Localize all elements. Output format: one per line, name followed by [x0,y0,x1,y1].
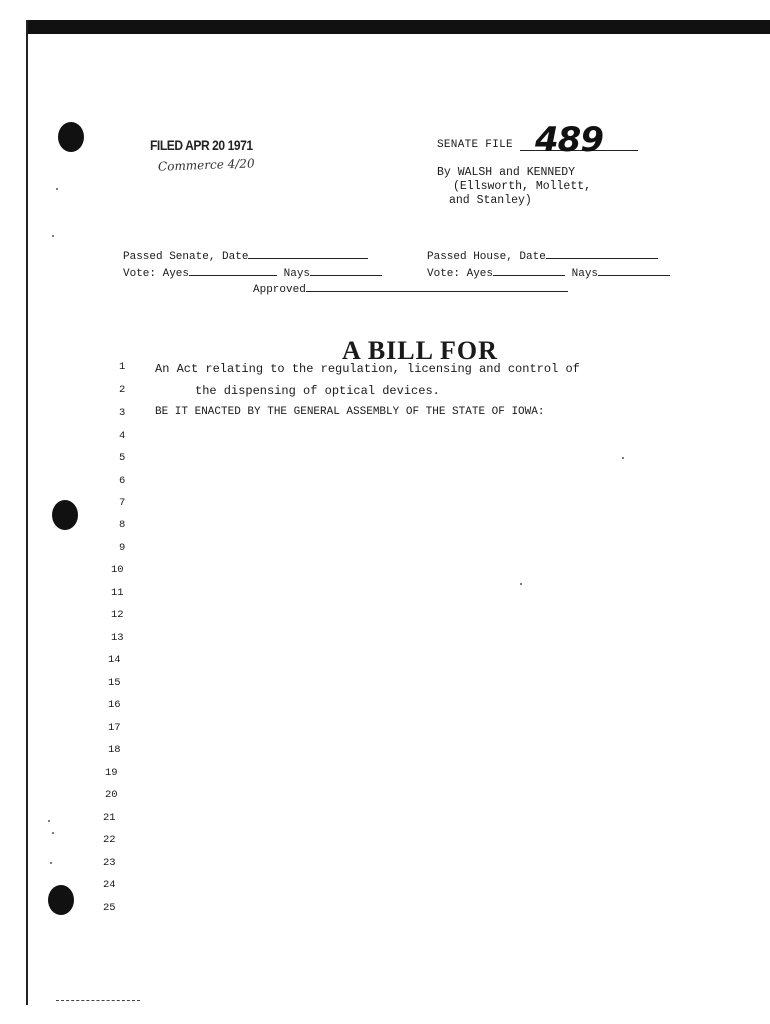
line-number: 24 [103,879,116,891]
senate-file-label: SENATE FILE [437,139,513,151]
line-number: 25 [103,902,116,914]
scan-speck [50,862,52,864]
line-number: 21 [103,812,116,824]
filed-date-stamp: FILED APR 20 1971 [150,137,253,153]
line-number: 16 [108,699,121,711]
file-number: 489 [535,120,603,160]
handwritten-committee-note: Commerce 4/20 [157,156,255,174]
line-number: 15 [108,677,121,689]
line-number: 13 [111,632,124,644]
line-number: 4 [119,430,126,442]
sponsors-line: By WALSH and KENNEDY [437,166,576,179]
bill-text-line: the dispensing of optical devices. [195,384,440,398]
line-number: 12 [111,609,124,621]
senate-ayes-blank [189,265,277,276]
line-number: 2 [119,384,126,396]
scan-edge-mark [56,1000,140,1002]
passed-house-label: Passed House, Date [427,251,546,263]
bill-text-line: An Act relating to the regulation, licensing and control of [155,362,580,376]
senate-date-blank [248,248,368,259]
line-number: 1 [119,361,126,373]
line-number: 6 [119,475,126,487]
senate-ayes-label: Vote: Ayes [123,268,190,280]
line-number: 7 [119,497,126,509]
house-ayes-label: Vote: Ayes [427,268,494,280]
sponsors-line: (Ellsworth, Mollett, [453,180,592,193]
line-number: 10 [111,564,124,576]
line-number: 22 [103,834,116,846]
house-nays-blank [598,265,670,276]
scan-speck [52,235,54,237]
scan-speck [52,832,54,834]
senate-nays-blank [310,265,382,276]
house-nays-label: Nays [571,268,599,280]
punch-hole-icon [48,885,74,915]
line-number: 17 [108,722,121,734]
bill-text-line: BE IT ENACTED BY THE GENERAL ASSEMBLY OF THE STATE OF IOWA: [155,406,545,418]
scan-speck [520,583,522,585]
sponsors [437,166,591,208]
line-number: 19 [105,767,118,779]
sponsors-line: and Stanley) [449,194,532,207]
bill-heading: A BILL FOR [342,336,498,365]
line-number: 18 [108,744,121,756]
scan-speck [622,457,624,459]
line-number: 23 [103,857,116,869]
house-ayes-blank [493,265,565,276]
approved-blank [306,281,568,292]
passed-senate-label: Passed Senate, Date [123,251,249,263]
line-number: 5 [119,452,126,464]
page-left-edge [26,20,28,1005]
line-number: 14 [108,654,121,666]
punch-hole-icon [58,122,84,152]
page-top-edge [26,20,770,34]
line-number: 11 [111,587,124,599]
scan-speck [48,820,50,822]
line-number: 8 [119,519,126,531]
approved-label: Approved [253,284,306,296]
house-date-blank [546,248,658,259]
line-number: 3 [119,407,126,419]
scan-speck [56,188,58,190]
senate-nays-label: Nays [283,268,311,280]
line-number: 20 [105,789,118,801]
punch-hole-icon [52,500,78,530]
line-number: 9 [119,542,126,554]
